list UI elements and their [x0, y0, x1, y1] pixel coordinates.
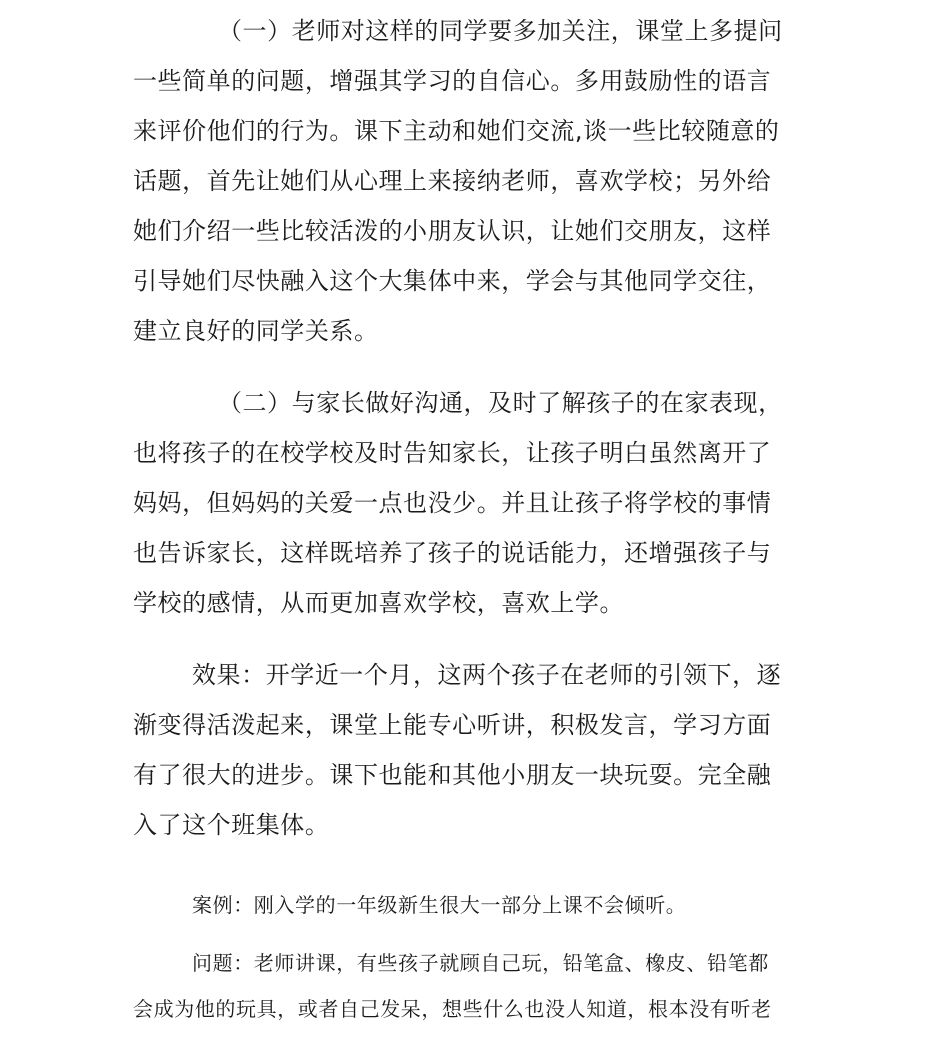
paragraph-2-line-4: 也告诉家长，这样既培养了孩子的说话能力，还增强孩子与 — [133, 539, 772, 567]
paragraph-1-line-3: 来评价他们的行为。课下主动和她们交流,谈一些比较随意的 — [133, 117, 780, 145]
paragraph-1-line-4: 话题，首先让她们从心理上来接纳老师，喜欢学校；另外给 — [133, 167, 772, 195]
paragraph-1-line-2: 一些简单的问题，增强其学习的自信心。多用鼓励性的语言 — [133, 67, 772, 95]
paragraph-3-line-4: 入了这个班集体。 — [133, 811, 330, 839]
paragraph-2-line-1: （二）与家长做好沟通，及时了解孩子的在家表现， — [218, 389, 783, 417]
paragraph-2-line-5: 学校的感情，从而更加喜欢学校，喜欢上学。 — [133, 589, 624, 617]
paragraph-1-line-7: 建立良好的同学关系。 — [133, 317, 379, 345]
paragraph-3-line-2: 渐变得活泼起来，课堂上能专心听讲，积极发言，学习方面 — [133, 711, 772, 739]
paragraph-3-line-1: 效果：开学近一个月，这两个孩子在老师的引领下，逐 — [192, 661, 782, 689]
paragraph-1-line-5: 她们介绍一些比较活泼的小朋友认识，让她们交朋友，这样 — [133, 217, 772, 245]
paragraph-5-line-1: 问题：老师讲课，有些孩子就顾自己玩，铅笔盒、橡皮、铅笔都 — [192, 951, 769, 975]
paragraph-4-line-1: 案例：刚入学的一年级新生很大一部分上课不会倾听。 — [192, 893, 687, 917]
paragraph-2-line-3: 妈妈，但妈妈的关爱一点也没少。并且让孩子将学校的事情 — [133, 489, 772, 517]
paragraph-3-line-3: 有了很大的进步。课下也能和其他小朋友一块玩耍。完全融 — [133, 761, 772, 789]
paragraph-5-line-2: 会成为他的玩具，或者自己发呆，想些什么也没人知道，根本没有听老 — [133, 997, 772, 1021]
paragraph-1-line-6: 引导她们尽快融入这个大集体中来，学会与其他同学交往， — [133, 267, 772, 295]
paragraph-2-line-2: 也将孩子的在校学校及时告知家长，让孩子明白虽然离开了 — [133, 439, 772, 467]
paragraph-1-line-1: （一）老师对这样的同学要多加关注，课堂上多提问 — [218, 17, 783, 45]
